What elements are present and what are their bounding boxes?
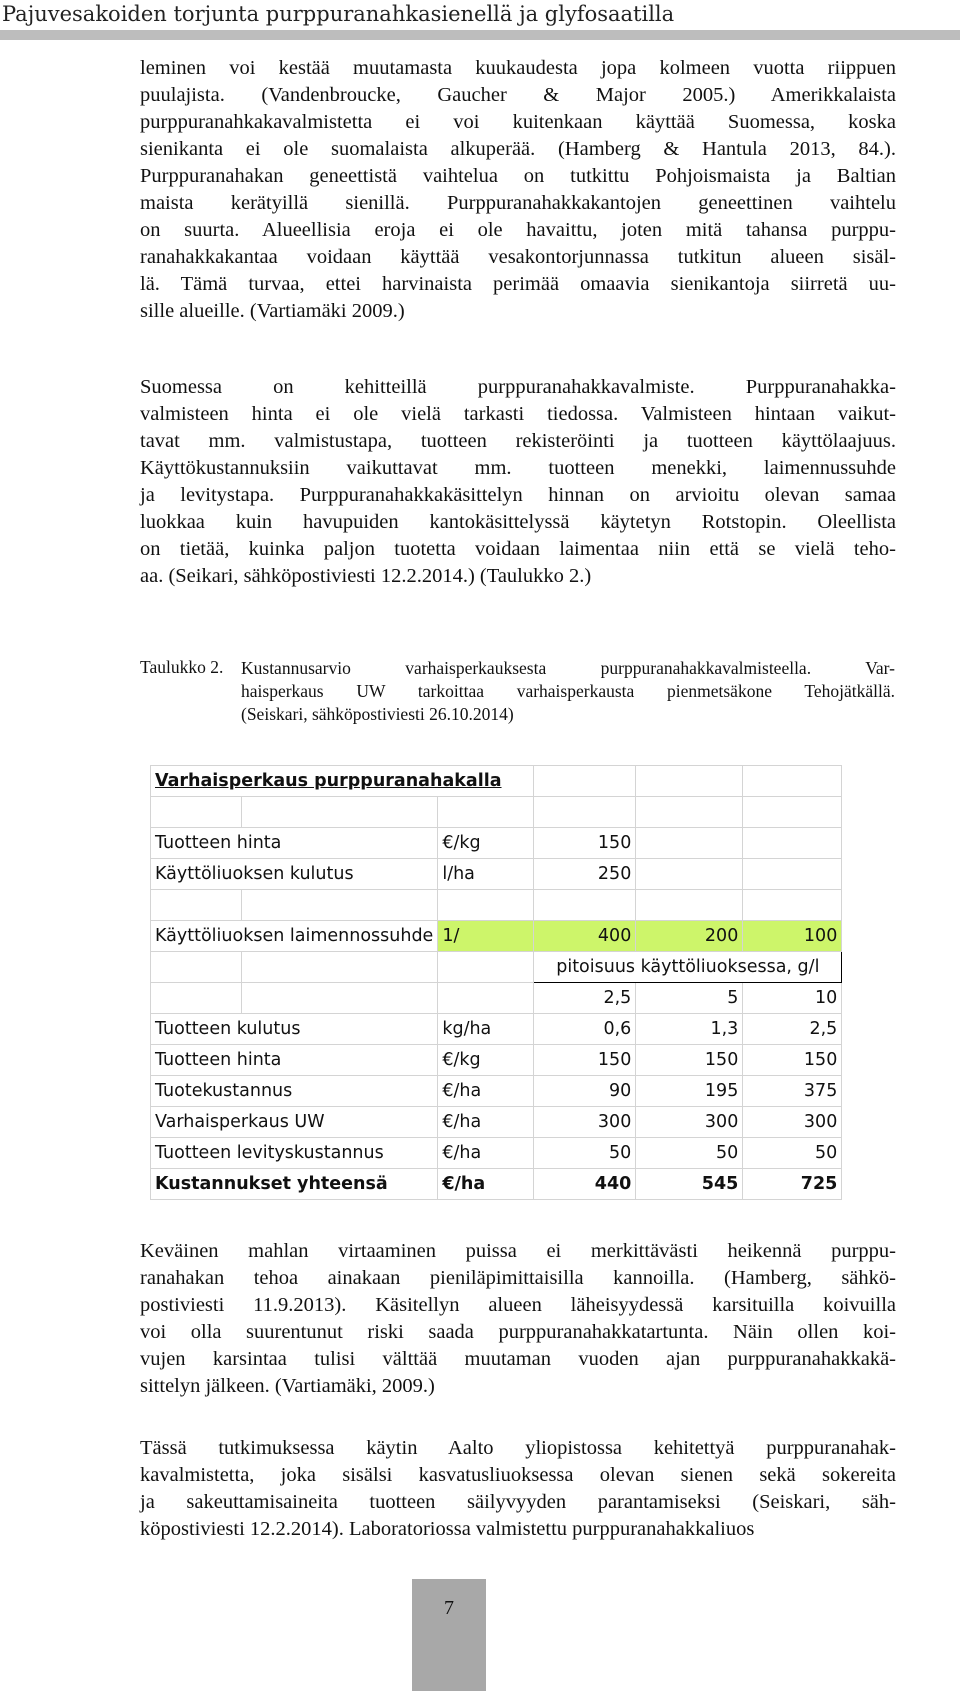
row-value: 195 (636, 1076, 743, 1107)
text-line: on tietää, kuinka paljon tuotetta voidaan laimentaa niin että se vielä teho- (140, 538, 896, 560)
row-unit: €/ha (438, 1076, 534, 1107)
row-value: 200 (636, 921, 743, 952)
running-header-title: Pajuvesakoiden torjunta purppuranahkasienellä ja glyfosaatilla (2, 2, 675, 26)
total-value: 545 (636, 1169, 743, 1200)
table-caption-label: Taulukko 2. (140, 657, 224, 677)
total-label: Kustannukset yhteensä (151, 1169, 438, 1200)
row-value: 100 (743, 921, 842, 952)
row-label: Tuotekustannus (151, 1076, 438, 1107)
row-unit: €/ha (438, 1107, 534, 1138)
row-unit: €/kg (438, 1045, 534, 1076)
row-value: 150 (743, 1045, 842, 1076)
total-value: 440 (534, 1169, 636, 1200)
row-value: 50 (636, 1138, 743, 1169)
page-number-box (412, 1579, 486, 1691)
row-value: 300 (743, 1107, 842, 1138)
row-value: 400 (534, 921, 636, 952)
page-number: 7 (444, 1597, 454, 1619)
row-value: 150 (636, 1045, 743, 1076)
text-line: Käyttökustannuksiin vaikuttavat mm. tuotteen menekki, laimennussuhde (140, 457, 896, 479)
text-line: aa. (Seikari, sähköpostiviesti 12.2.2014.) (Taulukko 2.) (140, 565, 592, 587)
row-unit: €/ha (438, 1138, 534, 1169)
cost-table (150, 765, 842, 1200)
text-line: Keväinen mahlan virtaaminen puissa ei merkittävästi heikennä purppu- (140, 1240, 896, 1262)
row-label: Tuotteen hinta (151, 1045, 438, 1076)
text-line: kavalmistetta, joka sisälsi kasvatusliuoksessa olevan sienen sekä sokereita (140, 1464, 896, 1486)
paragraph-sap-flow (140, 1238, 896, 1400)
row-label: Tuotteen levityskustannus (151, 1138, 438, 1169)
table-row (151, 1045, 842, 1076)
row-label: Tuotteen hinta (151, 828, 438, 859)
row-value: 50 (534, 1138, 636, 1169)
caption-line: haisperkaus UW tarkoittaa varhaisperkausta pienmetsäkone Tehojätkällä. (241, 681, 895, 701)
row-value: 10 (743, 983, 842, 1014)
caption-line: (Seiskari, sähköpostiviesti 26.10.2014) (241, 704, 514, 724)
row-label: Käyttöliuoksen kulutus (151, 859, 438, 890)
row-value: 90 (534, 1076, 636, 1107)
table-row (151, 983, 842, 1014)
text-line: tavat mm. valmistustapa, tuotteen rekisteröinti ja tuotteen käyttölaajuus. (140, 430, 896, 452)
text-line: ranahakkakantaa voidaan käyttää vesakontorjunnassa tutkitun alueen sisäl- (140, 246, 896, 268)
row-unit: l/ha (438, 859, 534, 890)
header-rule (0, 30, 960, 40)
row-value: 150 (534, 1045, 636, 1076)
text-line: sille alueille. (Vartiamäki 2009.) (140, 300, 405, 322)
table-row (151, 859, 842, 890)
text-line: ja levitystapa. Purppuranahakkakäsittelyn hinnan on arvioitu olevan samaa (140, 484, 896, 506)
text-line: ja sakeuttamisaineita tuotteen säilyvyyden parantamiseksi (Seiskari, säh- (140, 1491, 896, 1513)
row-value: 300 (534, 1107, 636, 1138)
row-value: 375 (743, 1076, 842, 1107)
text-line: voi olla suurentunut riski saada purppuranahakkatartunta. Näin ollen koi- (140, 1321, 896, 1343)
paragraph-product-cost (140, 374, 896, 590)
table-caption (241, 657, 895, 726)
paragraph-genetic-variation (140, 55, 896, 325)
row-value: 150 (534, 828, 636, 859)
text-line: valmisteen hinta ei ole vielä tarkasti tiedossa. Valmisteen hintaan vaikut- (140, 403, 896, 425)
paragraph-study-product (140, 1435, 896, 1543)
text-line: sienikanta ei ole suomalaista alkuperää. (Hamberg & Hantula 2013, 84.). (140, 138, 896, 160)
table-row (151, 1138, 842, 1169)
text-line: Suomessa on kehitteillä purppuranahakkavalmiste. Purppuranahakka- (140, 376, 896, 398)
text-line: postiviesti 11.9.2013). Käsitellyn alueen läheisyydessä karsituilla koivuilla (140, 1294, 896, 1316)
text-line: vujen karsintaa tulisi välttää muutaman vuoden ajan purppuranahakkakä- (140, 1348, 896, 1370)
total-value: 725 (743, 1169, 842, 1200)
row-value: 50 (743, 1138, 842, 1169)
table-row (151, 1014, 842, 1045)
row-label: Tuotteen kulutus (151, 1014, 438, 1045)
text-line: maista kerätyillä sienillä. Purppuranahakkakantojen geneettinen vaihtelu (140, 192, 896, 214)
row-unit: kg/ha (438, 1014, 534, 1045)
text-line: köpostiviesti 12.2.2014). Laboratoriossa valmistettu purppuranahakkaliuos (140, 1518, 755, 1540)
text-line: sittelyn jälkeen. (Vartiamäki, 2009.) (140, 1375, 435, 1397)
text-line: luokkaa kuin havupuiden kantokäsittelyssä käytetyn Rotstopin. Oleellista (140, 511, 896, 533)
table-row-dilution (151, 921, 842, 952)
text-line: leminen voi kestää muutamasta kuukaudesta jopa kolmeen vuotta riippuen (140, 57, 896, 79)
row-label: Varhaisperkaus UW (151, 1107, 438, 1138)
row-value: 5 (636, 983, 743, 1014)
row-unit: €/kg (438, 828, 534, 859)
total-unit: €/ha (438, 1169, 534, 1200)
text-line: ranahakan tehoa ainakaan pieniläpimittaisilla kannoilla. (Hamberg, sähkö- (140, 1267, 896, 1289)
row-value: 300 (636, 1107, 743, 1138)
text-line: Tässä tutkimuksessa käytin Aalto yliopistossa kehitettyä purppuranahak- (140, 1437, 896, 1459)
text-line: lä. Tämä turvaa, ettei harvinaista perimää omaavia sienikantoja siirretä uu- (140, 273, 896, 295)
table-title: Varhaisperkaus purppuranahakalla (151, 766, 534, 797)
row-value: 0,6 (534, 1014, 636, 1045)
text-line: on suurta. Alueellisia eroja ei ole havaittu, joten mitä tahansa purppu- (140, 219, 896, 241)
concentration-header: pitoisuus käyttöliuoksessa, g/l (534, 952, 842, 983)
table-row (151, 1107, 842, 1138)
table-row (151, 828, 842, 859)
row-value: 2,5 (743, 1014, 842, 1045)
table-row-total (151, 1169, 842, 1200)
text-line: purppuranahkakavalmistetta ei voi kuitenkaan käyttää Suomessa, koska (140, 111, 896, 133)
text-line: puulajista. (Vandenbroucke, Gaucher & Major 2005.) Amerikkalaista (140, 84, 896, 106)
text-line: Purppuranahakan geneettistä vaihtelua on tutkittu Pohjoismaista ja Baltian (140, 165, 896, 187)
row-value: 1,3 (636, 1014, 743, 1045)
caption-line: Kustannusarvio varhaisperkauksesta purppuranahakkavalmisteella. Var- (241, 658, 895, 678)
row-label: Käyttöliuoksen laimennossuhde (151, 921, 438, 952)
table-row (151, 1076, 842, 1107)
row-value: 2,5 (534, 983, 636, 1014)
row-value: 250 (534, 859, 636, 890)
running-header (0, 0, 960, 46)
row-unit: 1/ (438, 921, 534, 952)
